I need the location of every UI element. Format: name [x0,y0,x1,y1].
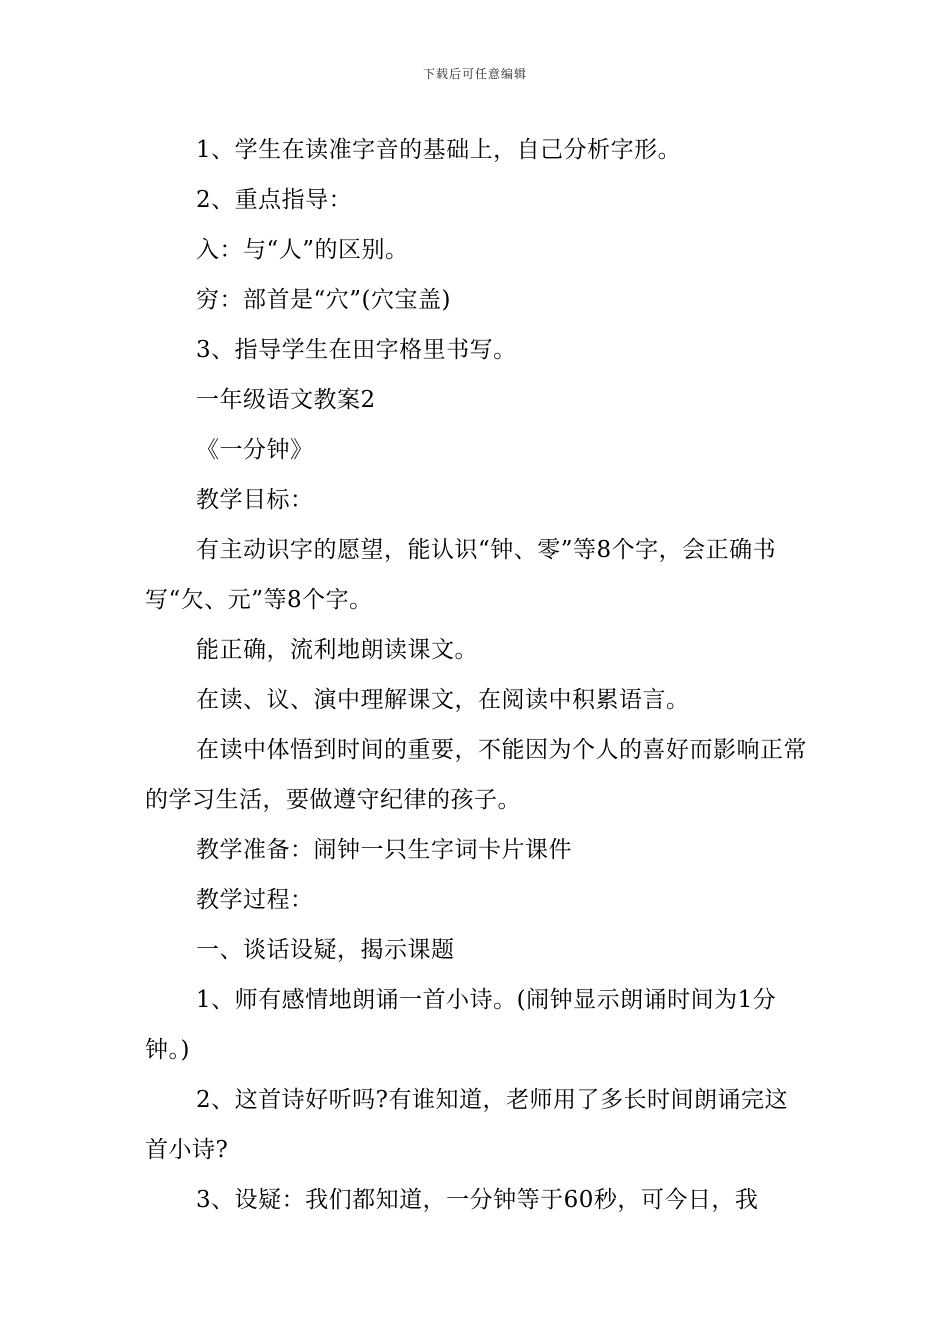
lesson-title: 《一分钟》 [196,437,314,463]
paragraph-3: 入：与“人”的区别。 [196,237,409,263]
document-body [145,125,810,1225]
paragraph-4: 穷：部首是“穴”(穴宝盖) [196,287,451,313]
paragraph-step-heading: 一、谈话设疑，揭示课题 [196,937,455,963]
paragraph-goal-4: 在读中体悟到时间的重要，不能因为个人的喜好而影响正常的学习生活，要做遵守纪律的孩子。 [145,737,807,813]
paragraph-5: 3、指导学生在田字格里书写。 [196,337,517,363]
paragraph-step-1: 1、师有感情地朗诵一首小诗。(闹钟显示朗诵时间为1分钟。) [145,987,777,1063]
paragraph-process-heading: 教学过程： [196,887,314,913]
section-title: 一年级语文教案2 [196,387,376,413]
paragraph-preparation: 教学准备：闹钟一只生字词卡片课件 [196,837,572,863]
paragraph-step-3: 3、设疑：我们都知道，一分钟等于60秒，可今日，我 [196,1187,759,1213]
paragraph-goal-1: 有主动识字的愿望，能认识“钟、零”等8个字，会正确书写“欠、元”等8个字。 [145,537,777,613]
page-header: 下载后可任意编辑 [422,67,527,81]
paragraph-goal-3: 在读、议、演中理解课文，在阅读中积累语言。 [196,687,690,713]
paragraph-1: 1、学生在读准字音的基础上，自己分析字形。 [196,137,682,163]
paragraph-step-2: 2、这首诗好听吗?有谁知道，老师用了多长时间朗诵完这首小诗? [145,1087,788,1163]
paragraph-2: 2、重点指导： [196,187,353,213]
paragraph-goal-2: 能正确，流利地朗读课文。 [196,637,478,663]
paragraph-goals-heading: 教学目标： [196,487,314,513]
